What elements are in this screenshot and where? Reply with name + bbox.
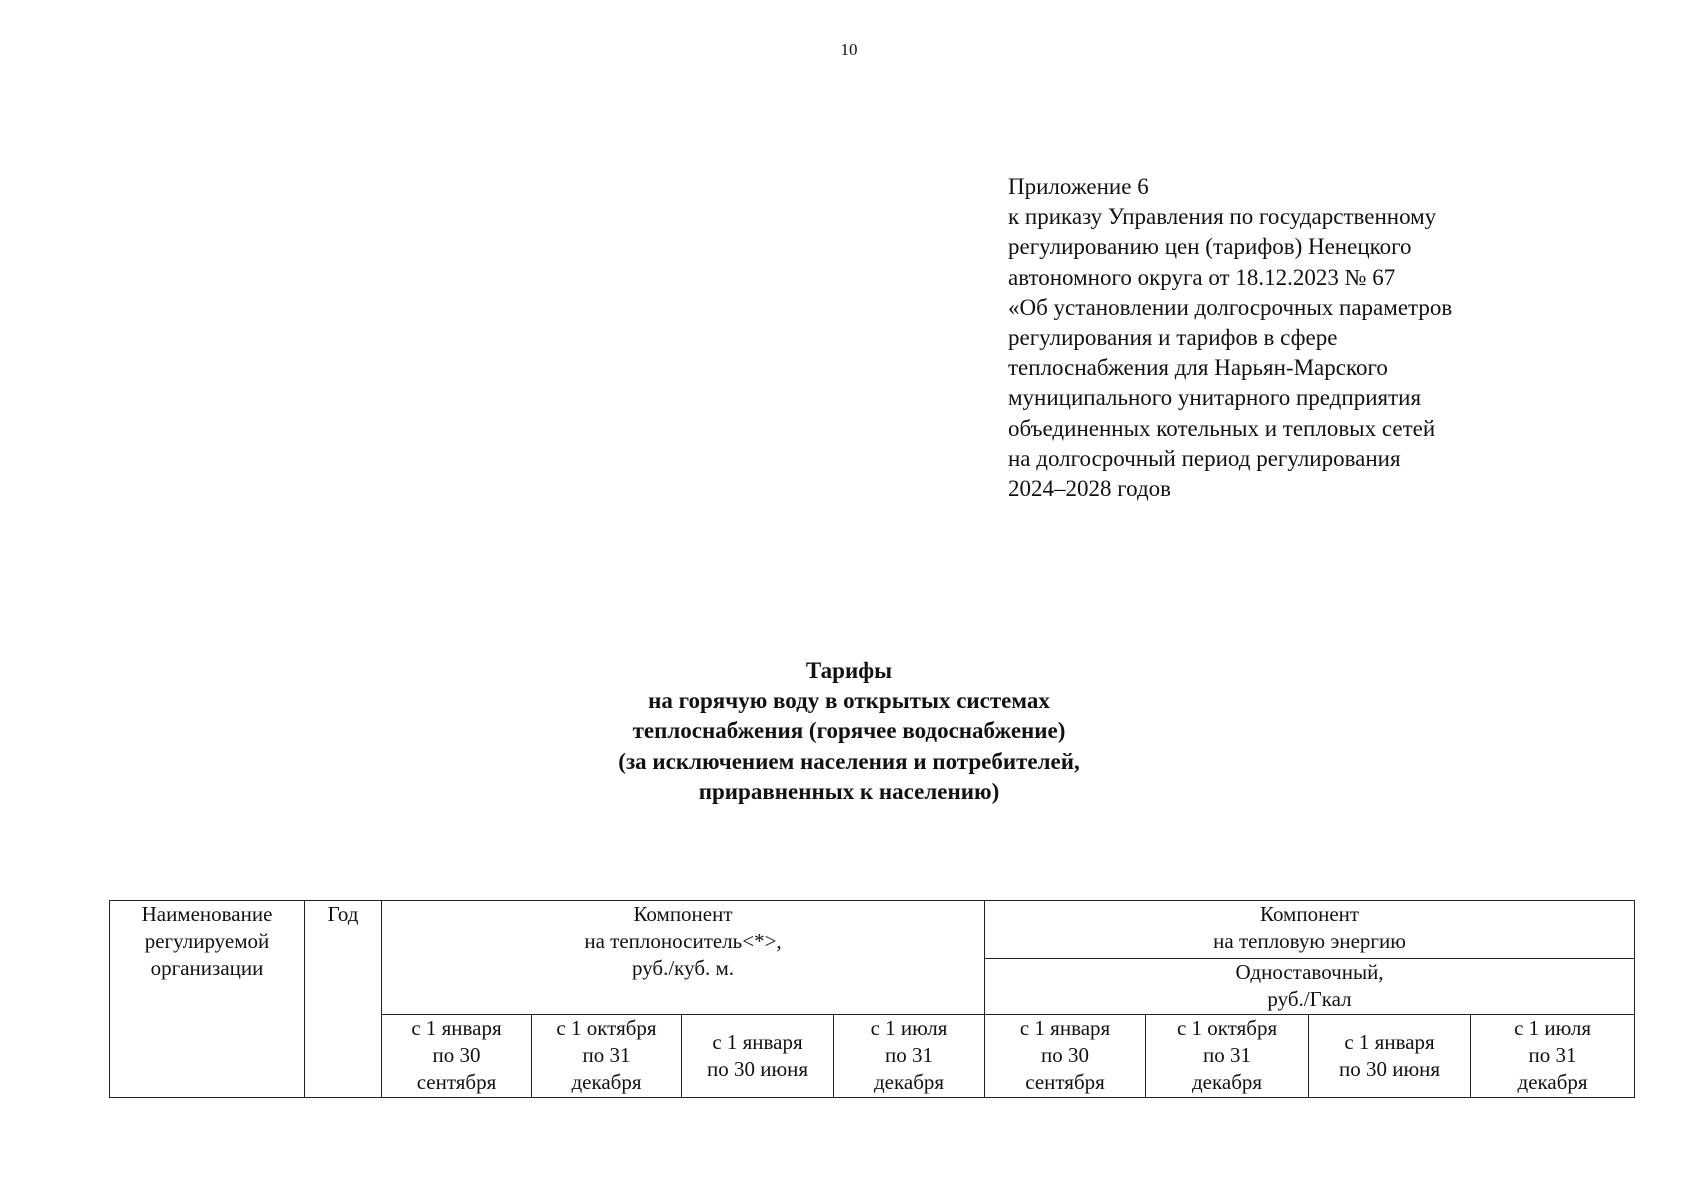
title-line: теплоснабжения (горячее водоснабжение) [632,718,1066,744]
appendix-line: регулирования и тарифов в сфере [1008,325,1338,351]
period-header [985,1015,1146,1098]
period-line: по 31 [885,1043,934,1067]
period-line: декабря [1192,1070,1263,1094]
year-header [305,901,382,1098]
period-line: с 1 января [712,1030,803,1054]
appendix-line: «Об установлении долгосрочных параметров [1008,294,1453,320]
period-header [682,1015,834,1098]
period-line: с 1 июля [870,1016,948,1040]
single-rate-header [985,959,1635,1015]
appendix-line: теплоснабжения для Нарьян-Марского [1008,355,1388,381]
appendix-line: объединенных котельных и тепловых сетей [1008,415,1436,441]
period-line: с 1 октября [1176,1016,1278,1040]
period-line: сентября [1025,1070,1105,1094]
title-line: на горячую воду в открытых системах [648,688,1050,714]
period-line: с 1 января [1344,1030,1435,1054]
period-line: декабря [1517,1070,1588,1094]
period-line: по 31 [582,1043,631,1067]
period-line: по 30 [432,1043,481,1067]
header-line: Год [327,902,359,926]
period-header [532,1015,682,1098]
coolant-component-header [382,901,985,1015]
document-title [0,656,1698,807]
period-header [834,1015,985,1098]
period-line: с 1 июля [1514,1016,1591,1040]
period-line: с 1 октября [556,1016,657,1040]
period-header [382,1015,532,1098]
title-line: Тарифы [805,658,893,683]
title-line: приравненных к населению) [698,778,1000,804]
period-line: декабря [571,1070,642,1094]
appendix-line: на долгосрочный период регулирования [1008,445,1401,471]
period-line: по 31 [1203,1043,1252,1067]
period-header [1309,1015,1471,1098]
period-line: по 30 июня [706,1057,809,1081]
appendix-line: к приказу Управления по государственному [1008,204,1437,230]
appendix-line: регулированию цен (тарифов) Ненецкого [1008,234,1412,260]
heat-component-header [985,901,1635,959]
header-line: Компонент [633,902,733,926]
header-line: Компонент [1260,902,1360,926]
period-header [1146,1015,1309,1098]
header-line: на тепловую энергию [1213,929,1406,953]
period-line: с 1 января [411,1016,502,1040]
period-header [1471,1015,1635,1098]
period-line: сентября [416,1070,497,1094]
period-line: по 30 [1041,1043,1090,1067]
appendix-line: 2024–2028 годов [1008,476,1172,502]
period-line: по 31 [1528,1043,1577,1067]
header-line: регулируемой [144,929,270,953]
title-line: (за исключением населения и потребителей, [618,748,1080,774]
header-line: организации [150,956,264,980]
period-line: по 30 июня [1339,1057,1441,1081]
appendix-line: муниципального унитарного предприятия [1008,385,1422,411]
tariff-table [109,900,1635,1098]
period-line: с 1 января [1019,1016,1111,1040]
header-line: на теплоноситель<*>, [584,929,782,953]
header-line: Одноставочный, [1235,960,1384,984]
org-name-header [110,901,305,1098]
appendix-block [1008,172,1568,504]
header-line: руб./куб. м. [631,956,735,980]
page-number: 10 [840,40,858,59]
appendix-line: Приложение 6 [1008,174,1149,199]
header-line: руб./Гкал [1267,987,1352,1011]
header-line: Наименование [141,902,273,926]
appendix-line: автономного округа от 18.12.2023 № 67 [1008,264,1396,290]
period-line: декабря [873,1070,945,1094]
